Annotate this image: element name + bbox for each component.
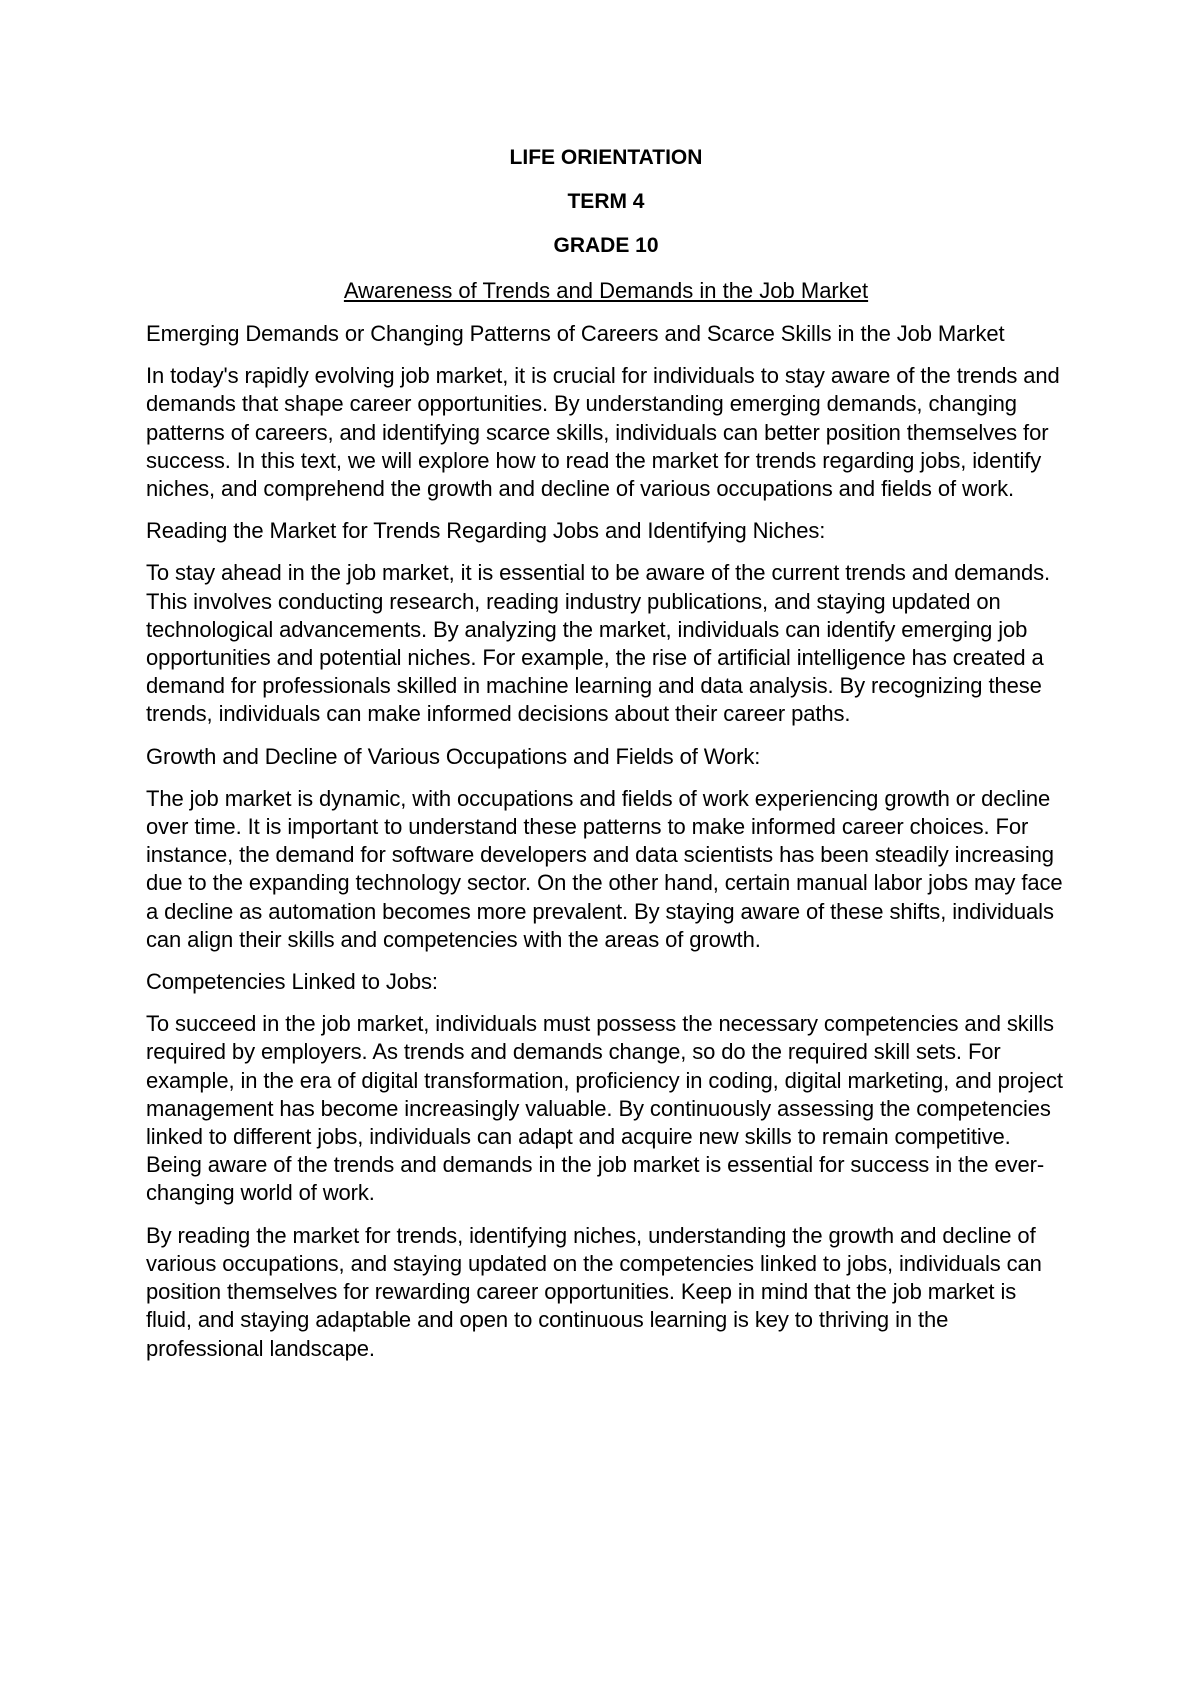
paragraph-growth-decline: The job market is dynamic, with occupations and fields of work experiencing growth or decline over time. It is important to understand these patterns to make informed career choices. For instance, the demand for software developers and data scientists has been steadily increasing due to the expanding technology sector. On the other hand, certain manual labor jobs may face a decline as automation becomes more prevalent. By staying aware of these shifts, individuals can align their skills and competencies with the areas of growth.	[146, 785, 1063, 952]
paragraph-reading-market: To stay ahead in the job market, it is essential to be aware of the current trends and demands. This involves conducting research, reading industry publications, and staying updated on technological advancements. By analyzing the market, individuals can identify emerging job opportunities and potential niches. For example, the rise of artificial intelligence has created a demand for professionals skilled in machine learning and data analysis. By recognizing these trends, individuals can make informed decisions about their career paths.	[146, 560, 1051, 727]
heading-emerging-demands: Emerging Demands or Changing Patterns of Careers and Scarce Skills in the Job Market	[146, 321, 1005, 346]
title-grade: GRADE 10	[553, 234, 659, 257]
paragraph-competencies: To succeed in the job market, individuals must possess the necessary competencies and skills required by employers. As trends and demands change, so do the required skill sets. For example, in the era of digital transformation, proficiency in coding, digital marketing, and project management has become increasingly valuable. By continuously assessing the competencies linked to different jobs, individuals can adapt and acquire new skills to remain competitive. Being aware of the trends and demands in the job market is essential for success in the ever-changing world of work.	[146, 1011, 1063, 1206]
document-page	[146, 146, 1066, 1377]
paragraph-intro: In today's rapidly evolving job market, it is crucial for individuals to stay aware of the trends and demands that shape career opportunities. By understanding emerging demands, changing patterns of careers, and identifying scarce skills, individuals can better position themselves for success. In this text, we will explore how to read the market for trends regarding jobs, identify niches, and comprehend the growth and decline of various occupations and fields of work.	[146, 363, 1060, 502]
title-term: TERM 4	[567, 190, 645, 213]
heading-competencies: Competencies Linked to Jobs:	[146, 969, 438, 995]
paragraph-conclusion: By reading the market for trends, identifying niches, understanding the growth and decline of various occupations, and staying updated on the competencies linked to jobs, individuals can position themselves for rewarding career opportunities. Keep in mind that the job market is fluid, and staying adaptable and open to continuous learning is key to thriving in the professional landscape.	[146, 1222, 1042, 1361]
heading-growth-decline: Growth and Decline of Various Occupations and Fields of Work:	[146, 743, 761, 769]
heading-reading-market: Reading the Market for Trends Regarding Jobs and Identifying Niches:	[146, 518, 826, 544]
document-subtitle: Awareness of Trends and Demands in the Job Market	[343, 278, 869, 303]
title-subject: LIFE ORIENTATION	[509, 146, 703, 169]
